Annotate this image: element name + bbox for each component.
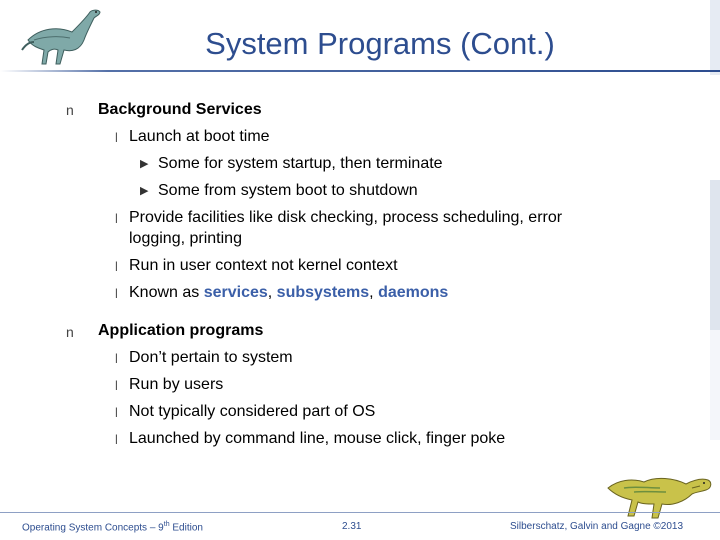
item-bullet: l xyxy=(115,405,118,420)
arrow-bullet-icon: ▶ xyxy=(140,185,149,197)
known-as-prefix: Known as xyxy=(129,284,204,301)
term-services: services xyxy=(203,284,268,301)
section-bullet: n xyxy=(66,102,74,118)
list-item: Run in user context not kernel context xyxy=(129,257,398,274)
section-bullet: n xyxy=(66,324,74,340)
dinosaur-top-icon xyxy=(20,6,120,68)
stripe-block xyxy=(710,0,720,75)
sub-list-item: Some for system startup, then terminate xyxy=(158,155,443,172)
title-rule xyxy=(0,70,720,74)
term-daemons: daemons xyxy=(378,284,449,301)
item-bullet: l xyxy=(115,130,118,145)
list-item-known-as xyxy=(129,282,448,303)
section-heading-application-programs: Application programs xyxy=(98,322,264,339)
list-item: Not typically considered part of OS xyxy=(129,403,376,420)
footer-authors: Silberschatz, Galvin and Gagne ©2013 xyxy=(510,521,684,532)
item-bullet: l xyxy=(115,211,118,226)
footer-superscript: th xyxy=(163,521,170,528)
item-bullet: l xyxy=(115,351,118,366)
list-item: Don’t pertain to system xyxy=(129,349,293,366)
list-item-continuation: logging, printing xyxy=(129,230,242,247)
footer-edition: Edition xyxy=(169,522,203,534)
section-heading-background-services: Background Services xyxy=(98,101,262,118)
arrow-bullet-icon: ▶ xyxy=(140,158,149,170)
stripe-block xyxy=(710,75,720,180)
separator: , xyxy=(267,284,277,301)
stripe-block xyxy=(710,330,720,440)
footer-book-title xyxy=(22,521,203,533)
footer-rule xyxy=(0,512,720,513)
list-item: Launched by command line, mouse click, finger poke xyxy=(129,430,506,447)
stripe-block xyxy=(710,180,720,330)
item-bullet: l xyxy=(115,432,118,447)
list-item: Launch at boot time xyxy=(129,128,270,145)
page-number: 2.31 xyxy=(342,521,362,532)
item-bullet: l xyxy=(115,286,118,301)
separator: , xyxy=(369,284,379,301)
slide-title: System Programs (Cont.) xyxy=(205,26,555,61)
item-bullet: l xyxy=(115,378,118,393)
sub-list-item: Some from system boot to shutdown xyxy=(158,182,418,199)
term-subsystems: subsystems xyxy=(276,284,370,301)
footer-book-title-text: Operating System Concepts – 9 xyxy=(22,522,164,534)
item-bullet: l xyxy=(115,259,118,274)
list-item: Provide facilities like disk checking, process scheduling, error xyxy=(129,209,563,226)
list-item: Run by users xyxy=(129,376,224,393)
